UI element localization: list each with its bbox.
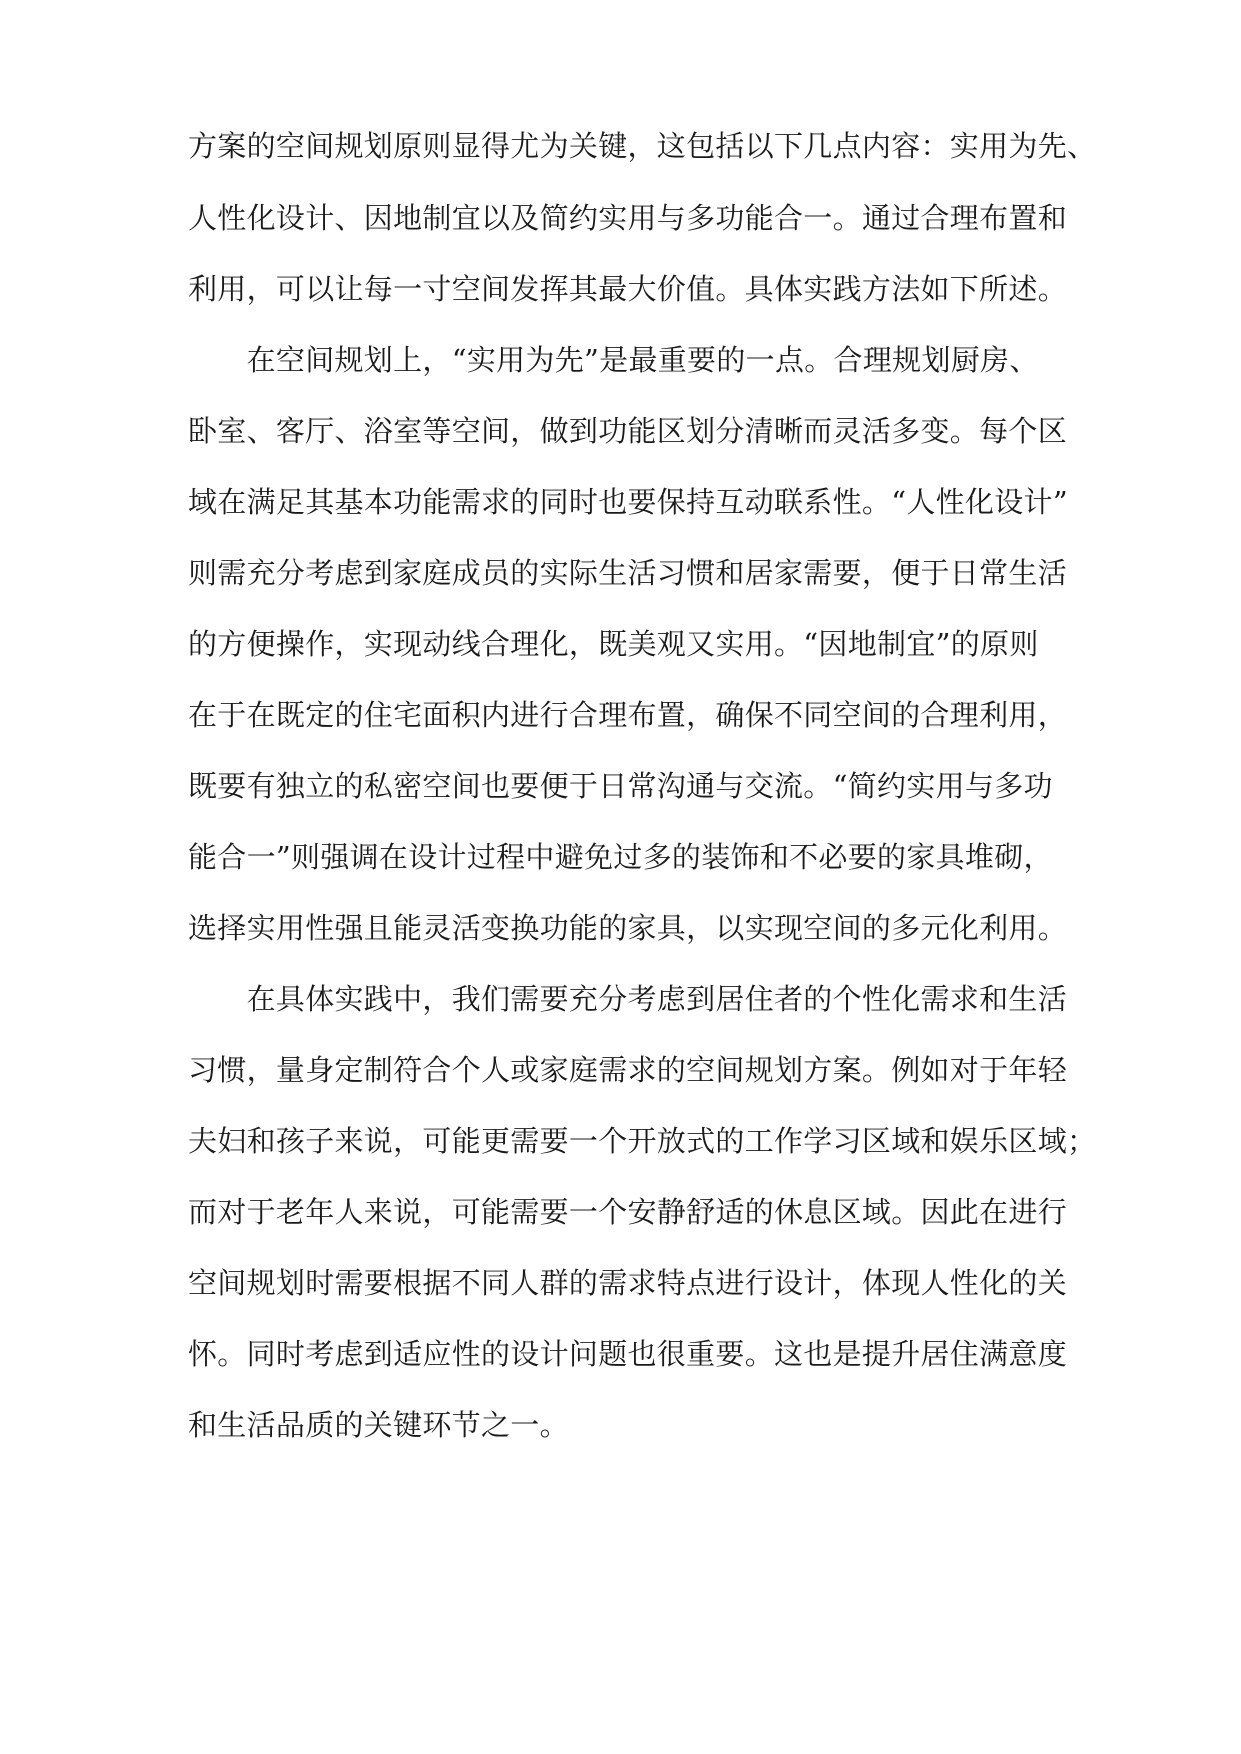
text-line: 在具体实践中，我们需要充分考虑到居住者的个性化需求和生活 xyxy=(188,982,1068,1016)
text-line: 域在满足其基本功能需求的同时也要保持互动联系性。“人性化设计” xyxy=(188,485,1068,519)
text-line: 夫妇和孩子来说，可能更需要一个开放式的工作学习区域和娱乐区域； xyxy=(188,1124,1097,1158)
text-line: 方案的空间规划原则显得尤为关键，这包括以下几点内容：实用为先、 xyxy=(188,129,1097,163)
text-line: 利用，可以让每一寸空间发挥其最大价值。具体实践方法如下所述。 xyxy=(188,272,1068,306)
text-line: 习惯，量身定制符合个人或家庭需求的空间规划方案。例如对于年轻 xyxy=(188,1053,1068,1087)
text-line: 和生活品质的关键环节之一。 xyxy=(188,1408,569,1442)
text-line: 在空间规划上，“实用为先”是最重要的一点。合理规划厨房、 xyxy=(188,343,1039,377)
text-line: 而对于老年人来说，可能需要一个安静舒适的休息区域。因此在进行 xyxy=(188,1195,1068,1229)
text-line: 怀。同时考虑到适应性的设计问题也很重要。这也是提升居住满意度 xyxy=(188,1337,1068,1371)
text-line: 空间规划时需要根据不同人群的需求特点进行设计，体现人性化的关 xyxy=(188,1266,1068,1300)
text-line: 在于在既定的住宅面积内进行合理布置，确保不同空间的合理利用， xyxy=(188,698,1068,732)
text-line: 能合一”则强调在设计过程中避免过多的装饰和不必要的家具堆砌， xyxy=(188,840,1053,874)
text-line: 则需充分考虑到家庭成员的实际生活习惯和居家需要，便于日常生活 xyxy=(188,556,1068,590)
text-line: 选择实用性强且能灵活变换功能的家具，以实现空间的多元化利用。 xyxy=(188,911,1068,945)
text-line: 卧室、客厅、浴室等空间，做到功能区划分清晰而灵活多变。每个区 xyxy=(188,414,1068,448)
text-line: 的方便操作，实现动线合理化，既美观又实用。“因地制宜”的原则 xyxy=(188,627,1039,661)
text-line: 人性化设计、因地制宜以及简约实用与多功能合一。通过合理布置和 xyxy=(188,201,1068,235)
text-line: 既要有独立的私密空间也要便于日常沟通与交流。“简约实用与多功 xyxy=(188,769,1053,803)
